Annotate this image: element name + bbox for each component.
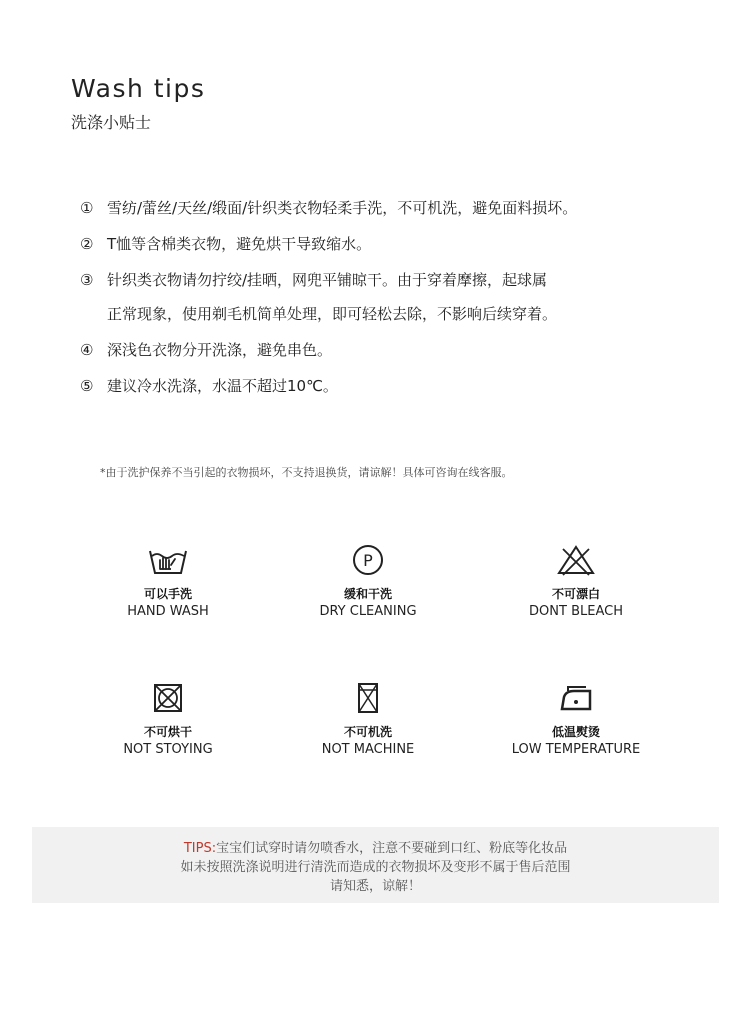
low-iron-icon — [556, 681, 596, 715]
tip-item — [80, 332, 720, 368]
tip-item — [80, 262, 720, 332]
care-item-dry-clean — [268, 543, 468, 619]
care-item-no-tumble-dry — [68, 681, 268, 757]
bottom-line-1 — [32, 839, 719, 858]
tip-text: 雪纺/蕾丝/天丝/缎面/针织类衣物轻柔手洗，不可机洗，避免面料损坏。 — [107, 199, 578, 217]
care-label-en: HAND WASH — [127, 604, 209, 619]
care-label-en: DONT BLEACH — [529, 604, 623, 619]
care-label-cn: 可以手洗 — [143, 587, 192, 601]
tip-text: 深浅色衣物分开洗涤，避免串色。 — [107, 341, 333, 359]
care-label-cn: 低温熨烫 — [551, 725, 600, 739]
care-item-low-iron — [476, 681, 676, 757]
care-label-en: NOT STOYING — [123, 742, 213, 757]
no-tumble-dry-icon — [151, 681, 185, 715]
care-label-cn: 缓和干洗 — [343, 587, 392, 601]
tip-number: ② — [80, 235, 94, 253]
tip-text: 建议冷水洗涤，水温不超过10℃。 — [107, 377, 338, 395]
bottom-line-3: 请知悉，谅解！ — [329, 879, 421, 894]
bottom-line-2: 如未按照洗涤说明进行清洗而造成的衣物损坏及变形不属于售后范围 — [180, 860, 571, 875]
bottom-tips-box — [32, 827, 719, 903]
svg-text:P: P — [363, 551, 373, 570]
tip-number: ⑤ — [80, 377, 94, 395]
care-label-en: LOW TEMPERATURE — [511, 742, 641, 757]
tips-prefix: TIPS: — [183, 841, 217, 856]
tip-item — [80, 368, 720, 404]
tip-number: ③ — [80, 271, 94, 289]
care-item-no-bleach — [476, 543, 676, 619]
bottom-text-1: 宝宝们试穿时请勿喷香水，注意不要碰到口红、粉底等化妆品 — [216, 841, 568, 856]
care-label-cn: 不可烘干 — [143, 725, 192, 739]
tip-number: ④ — [80, 341, 94, 359]
care-item-no-machine-wash — [268, 681, 468, 757]
care-item-hand-wash — [68, 543, 268, 619]
page-title-cn: 洗涤小贴士 — [71, 113, 152, 132]
tip-number: ① — [80, 199, 94, 217]
tip-text: 针织类衣物请勿拧绞/挂晒，网兜平铺晾干。由于穿着摩擦，起球属 — [107, 271, 548, 289]
tip-item — [80, 190, 720, 226]
no-bleach-icon — [556, 543, 596, 577]
care-label-en: DRY CLEANING — [319, 604, 417, 619]
care-symbols-grid — [68, 543, 668, 783]
notice-text: *由于洗护保养不当引起的衣物损坏，不支持退换货，请谅解！具体可咨询在线客服。 — [100, 466, 513, 479]
tip-text-continued: 正常现象，使用剃毛机简单处理，即可轻松去除，不影响后续穿着。 — [107, 305, 558, 323]
dry-clean-icon — [351, 543, 385, 577]
page-title-en: Wash tips — [71, 74, 206, 103]
care-label-cn: 不可漂白 — [551, 587, 600, 601]
tip-text: T恤等含棉类衣物，避免烘干导致缩水。 — [107, 235, 372, 253]
care-label-en: NOT MACHINE — [321, 742, 415, 757]
care-label-cn: 不可机洗 — [343, 725, 392, 739]
no-machine-wash-icon — [354, 681, 382, 715]
tips-list — [80, 190, 720, 404]
tip-item — [80, 226, 720, 262]
hand-wash-icon — [146, 543, 190, 577]
